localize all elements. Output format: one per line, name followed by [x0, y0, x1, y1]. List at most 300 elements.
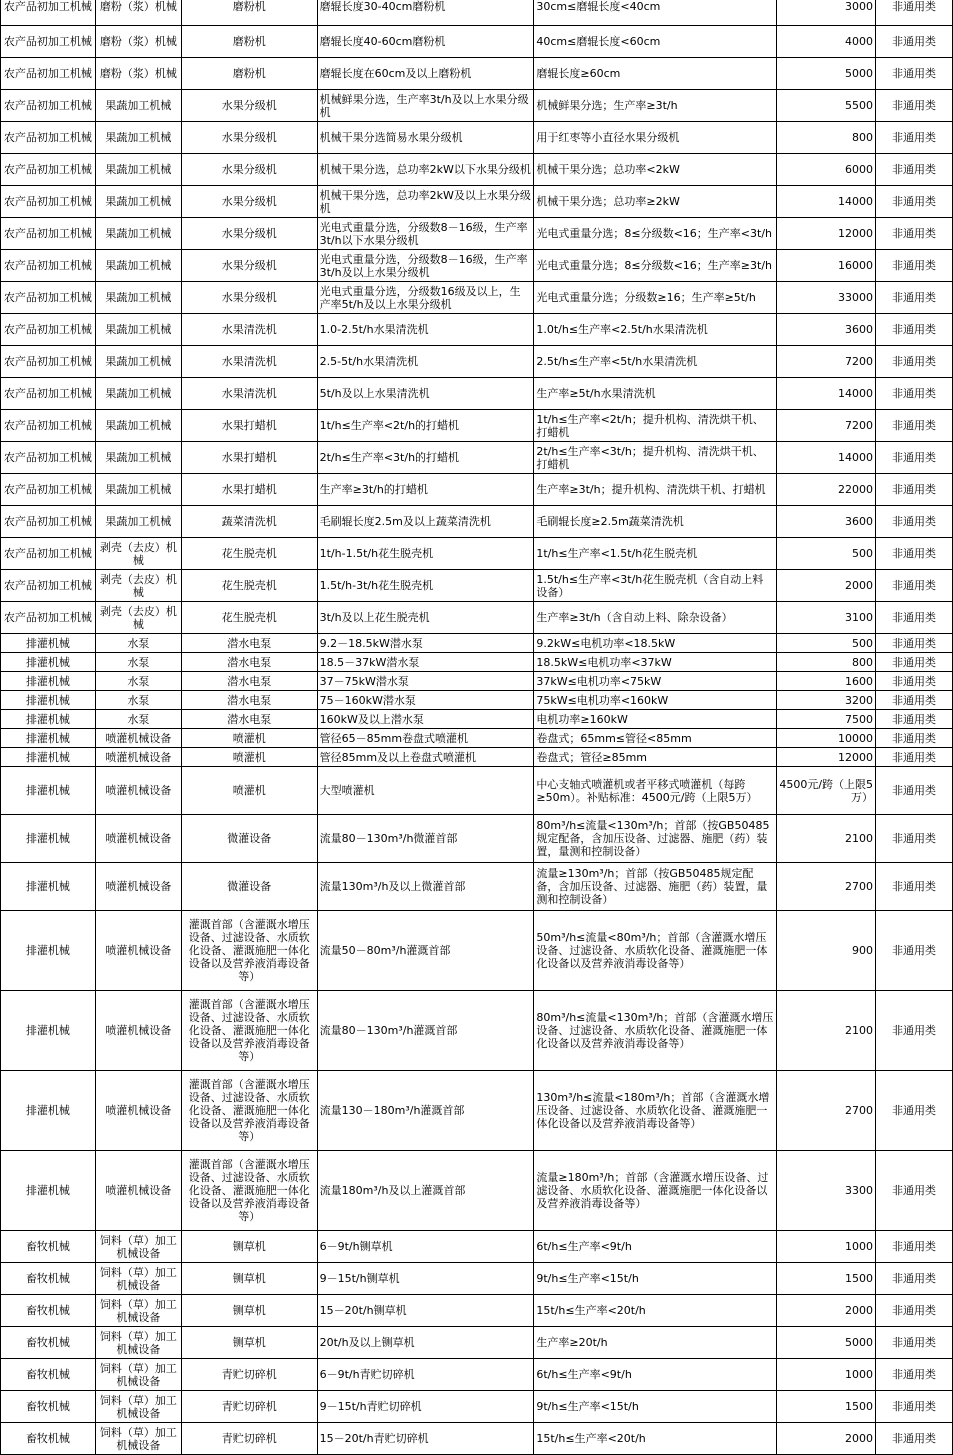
category-cell: 农产品初加工机械 [1, 314, 96, 346]
table-row [1, 911, 953, 991]
item-cell: 灌溉首部（含灌溉水增压设备、过滤设备、水质软化设备、灌溉施肥一体化设备以及营养液消毒设备等） [181, 911, 317, 991]
class-cell: 非通用类 [876, 710, 953, 729]
category-cell: 畜牧机械 [1, 1391, 96, 1423]
table-row [1, 282, 953, 314]
tier-name-cell: 机械干果分选简易水果分级机 [317, 122, 534, 154]
tier-name-cell: 管径65－85mm卷盘式喷灌机 [317, 729, 534, 748]
subcategory-cell: 果蔬加工机械 [95, 90, 181, 122]
spec-cell: 2.5t/h≤生产率<5t/h水果清洗机 [534, 346, 777, 378]
tier-name-cell: 流量180m³/h及以上灌溉首部 [317, 1151, 534, 1231]
table-row [1, 122, 953, 154]
spec-cell: 6t/h≤生产率<9t/h [534, 1359, 777, 1391]
item-cell: 铡草机 [181, 1327, 317, 1359]
subsidy-amount-cell: 14000 [777, 378, 876, 410]
spec-cell: 中心支轴式喷灌机或者平移式喷灌机（每跨≥50m）。补贴标准：4500元/跨（上限5万） [534, 767, 777, 815]
class-cell: 非通用类 [876, 122, 953, 154]
item-cell: 水果清洗机 [181, 346, 317, 378]
category-cell: 排灌机械 [1, 748, 96, 767]
subcategory-cell: 果蔬加工机械 [95, 282, 181, 314]
table-row [1, 0, 953, 26]
class-cell: 非通用类 [876, 570, 953, 602]
subcategory-cell: 果蔬加工机械 [95, 186, 181, 218]
item-cell: 花生脱壳机 [181, 570, 317, 602]
subsidy-amount-cell: 1000 [777, 1359, 876, 1391]
tier-name-cell: 9－15t/h铡草机 [317, 1263, 534, 1295]
spec-cell: 卷盘式；管径≥85mm [534, 748, 777, 767]
table-row [1, 506, 953, 538]
spec-cell: 用于红枣等小直径水果分级机 [534, 122, 777, 154]
category-cell: 排灌机械 [1, 863, 96, 911]
item-cell: 青贮切碎机 [181, 1359, 317, 1391]
spec-cell: 流量≥180m³/h；首部（含灌溉水增压设备、过滤设备、水质软化设备、灌溉施肥一体化设备以及营养液消毒设备等） [534, 1151, 777, 1231]
tier-name-cell: 流量80－130m³/h灌溉首部 [317, 991, 534, 1071]
table-row [1, 634, 953, 653]
item-cell: 喷灌机 [181, 767, 317, 815]
table-row [1, 767, 953, 815]
tier-name-cell: 1.0-2.5t/h水果清洗机 [317, 314, 534, 346]
class-cell: 非通用类 [876, 26, 953, 58]
spec-cell: 生产率≥20t/h [534, 1327, 777, 1359]
spec-cell: 6t/h≤生产率<9t/h [534, 1231, 777, 1263]
item-cell: 花生脱壳机 [181, 538, 317, 570]
subsidy-amount-cell: 10000 [777, 729, 876, 748]
table-row [1, 218, 953, 250]
spec-cell: 光电式重量分选；8≤分级数<16；生产率<3t/h [534, 218, 777, 250]
class-cell: 非通用类 [876, 58, 953, 90]
item-cell: 灌溉首部（含灌溉水增压设备、过滤设备、水质软化设备、灌溉施肥一体化设备以及营养液消毒设备等） [181, 991, 317, 1071]
subsidy-amount-cell: 14000 [777, 442, 876, 474]
spec-cell: 电机功率≥160kW [534, 710, 777, 729]
table-row [1, 410, 953, 442]
table-row [1, 729, 953, 748]
subsidy-amount-cell: 33000 [777, 282, 876, 314]
spec-cell: 130m³/h≤流量<180m³/h；首部（含灌溉水增压设备、过滤设备、水质软化设备、灌溉施肥一体化设备以及营养液消毒设备等） [534, 1071, 777, 1151]
item-cell: 水果打蜡机 [181, 474, 317, 506]
item-cell: 潜水电泵 [181, 710, 317, 729]
tier-name-cell: 机械干果分选，总功率2kW以下水果分级机 [317, 154, 534, 186]
tier-name-cell: 15－20t/h青贮切碎机 [317, 1423, 534, 1455]
category-cell: 畜牧机械 [1, 1263, 96, 1295]
tier-name-cell: 机械鲜果分选，生产率3t/h及以上水果分级机 [317, 90, 534, 122]
category-cell: 畜牧机械 [1, 1423, 96, 1455]
category-cell: 畜牧机械 [1, 1327, 96, 1359]
class-cell: 非通用类 [876, 346, 953, 378]
subcategory-cell: 剥壳（去皮）机械 [95, 602, 181, 634]
item-cell: 水果分级机 [181, 218, 317, 250]
category-cell: 排灌机械 [1, 653, 96, 672]
spec-cell: 机械鲜果分选；生产率≥3t/h [534, 90, 777, 122]
subsidy-amount-cell: 500 [777, 634, 876, 653]
category-cell: 排灌机械 [1, 691, 96, 710]
subcategory-cell: 水泵 [95, 691, 181, 710]
table-row [1, 1231, 953, 1263]
category-cell: 排灌机械 [1, 1151, 96, 1231]
spec-cell: 30cm≤磨辊长度<40cm [534, 0, 777, 26]
item-cell: 喷灌机 [181, 729, 317, 748]
class-cell: 非通用类 [876, 442, 953, 474]
category-cell: 排灌机械 [1, 1071, 96, 1151]
subcategory-cell: 喷灌机械设备 [95, 748, 181, 767]
category-cell: 农产品初加工机械 [1, 26, 96, 58]
table-row [1, 602, 953, 634]
table-row [1, 672, 953, 691]
class-cell: 非通用类 [876, 506, 953, 538]
tier-name-cell: 2.5-5t/h水果清洗机 [317, 346, 534, 378]
subcategory-cell: 喷灌机械设备 [95, 729, 181, 748]
class-cell: 非通用类 [876, 653, 953, 672]
subsidy-amount-cell: 7200 [777, 346, 876, 378]
category-cell: 农产品初加工机械 [1, 602, 96, 634]
subsidy-amount-cell: 500 [777, 538, 876, 570]
subcategory-cell: 喷灌机械设备 [95, 863, 181, 911]
subcategory-cell: 水泵 [95, 634, 181, 653]
class-cell: 非通用类 [876, 863, 953, 911]
category-cell: 农产品初加工机械 [1, 186, 96, 218]
class-cell: 非通用类 [876, 314, 953, 346]
item-cell: 潜水电泵 [181, 653, 317, 672]
subcategory-cell: 果蔬加工机械 [95, 122, 181, 154]
subcategory-cell: 饲料（草）加工机械设备 [95, 1295, 181, 1327]
class-cell: 非通用类 [876, 378, 953, 410]
tier-name-cell: 5t/h及以上水果清洗机 [317, 378, 534, 410]
item-cell: 灌溉首部（含灌溉水增压设备、过滤设备、水质软化设备、灌溉施肥一体化设备以及营养液消毒设备等） [181, 1151, 317, 1231]
class-cell: 非通用类 [876, 218, 953, 250]
subsidy-amount-cell: 2000 [777, 570, 876, 602]
subsidy-amount-cell: 3200 [777, 691, 876, 710]
subcategory-cell: 喷灌机械设备 [95, 815, 181, 863]
subsidy-amount-cell: 4500元/跨（上限5万） [777, 767, 876, 815]
class-cell: 非通用类 [876, 991, 953, 1071]
category-cell: 排灌机械 [1, 911, 96, 991]
class-cell: 非通用类 [876, 672, 953, 691]
table-row [1, 154, 953, 186]
item-cell: 水果打蜡机 [181, 410, 317, 442]
tier-name-cell: 生产率≥3t/h的打蜡机 [317, 474, 534, 506]
subcategory-cell: 饲料（草）加工机械设备 [95, 1327, 181, 1359]
tier-name-cell: 机械干果分选，总功率2kW及以上水果分级机 [317, 186, 534, 218]
category-cell: 农产品初加工机械 [1, 282, 96, 314]
tier-name-cell: 流量80－130m³/h微灌首部 [317, 815, 534, 863]
spec-cell: 40cm≤磨辊长度<60cm [534, 26, 777, 58]
subsidy-amount-cell: 16000 [777, 250, 876, 282]
subsidy-amount-cell: 12000 [777, 748, 876, 767]
table-row [1, 314, 953, 346]
item-cell: 微灌设备 [181, 863, 317, 911]
subsidy-amount-cell: 2100 [777, 815, 876, 863]
item-cell: 灌溉首部（含灌溉水增压设备、过滤设备、水质软化设备、灌溉施肥一体化设备以及营养液消毒设备等） [181, 1071, 317, 1151]
subsidy-amount-cell: 4000 [777, 26, 876, 58]
category-cell: 农产品初加工机械 [1, 442, 96, 474]
table-row [1, 1391, 953, 1423]
class-cell: 非通用类 [876, 90, 953, 122]
subcategory-cell: 饲料（草）加工机械设备 [95, 1423, 181, 1455]
spec-cell: 15t/h≤生产率<20t/h [534, 1423, 777, 1455]
tier-name-cell: 15－20t/h铡草机 [317, 1295, 534, 1327]
class-cell: 非通用类 [876, 1151, 953, 1231]
class-cell: 非通用类 [876, 634, 953, 653]
category-cell: 农产品初加工机械 [1, 506, 96, 538]
subcategory-cell: 饲料（草）加工机械设备 [95, 1359, 181, 1391]
item-cell: 水果打蜡机 [181, 442, 317, 474]
spec-cell: 9.2kW≤电机功率<18.5kW [534, 634, 777, 653]
table-row [1, 58, 953, 90]
item-cell: 水果分级机 [181, 250, 317, 282]
item-cell: 微灌设备 [181, 815, 317, 863]
tier-name-cell: 磨辊长度40-60cm磨粉机 [317, 26, 534, 58]
spec-cell: 生产率≥5t/h水果清洗机 [534, 378, 777, 410]
item-cell: 水果分级机 [181, 154, 317, 186]
tier-name-cell: 9－15t/h青贮切碎机 [317, 1391, 534, 1423]
subsidy-amount-cell: 800 [777, 122, 876, 154]
spec-cell: 1t/h≤生产率<1.5t/h花生脱壳机 [534, 538, 777, 570]
tier-name-cell: 1.5t/h-3t/h花生脱壳机 [317, 570, 534, 602]
subcategory-cell: 水泵 [95, 672, 181, 691]
category-cell: 农产品初加工机械 [1, 346, 96, 378]
category-cell: 农产品初加工机械 [1, 122, 96, 154]
subsidy-amount-cell: 2700 [777, 863, 876, 911]
category-cell: 农产品初加工机械 [1, 538, 96, 570]
item-cell: 潜水电泵 [181, 634, 317, 653]
subsidy-amount-cell: 7200 [777, 410, 876, 442]
table-row [1, 346, 953, 378]
subsidy-amount-cell: 5000 [777, 1327, 876, 1359]
category-cell: 农产品初加工机械 [1, 58, 96, 90]
category-cell: 排灌机械 [1, 815, 96, 863]
tier-name-cell: 磨辊长度30-40cm磨粉机 [317, 0, 534, 26]
table-row [1, 378, 953, 410]
spec-cell: 75kW≤电机功率<160kW [534, 691, 777, 710]
subsidy-amount-cell: 22000 [777, 474, 876, 506]
category-cell: 农产品初加工机械 [1, 378, 96, 410]
table-row [1, 1359, 953, 1391]
item-cell: 水果分级机 [181, 90, 317, 122]
item-cell: 水果分级机 [181, 282, 317, 314]
subcategory-cell: 果蔬加工机械 [95, 218, 181, 250]
class-cell: 非通用类 [876, 250, 953, 282]
class-cell: 非通用类 [876, 474, 953, 506]
category-cell: 排灌机械 [1, 634, 96, 653]
tier-name-cell: 37－75kW潜水泵 [317, 672, 534, 691]
subsidy-amount-cell: 5500 [777, 90, 876, 122]
subcategory-cell: 果蔬加工机械 [95, 314, 181, 346]
subcategory-cell: 果蔬加工机械 [95, 410, 181, 442]
table-row [1, 1423, 953, 1455]
item-cell: 铡草机 [181, 1295, 317, 1327]
subcategory-cell: 果蔬加工机械 [95, 442, 181, 474]
class-cell: 非通用类 [876, 282, 953, 314]
class-cell: 非通用类 [876, 1263, 953, 1295]
subsidy-amount-cell: 3300 [777, 1151, 876, 1231]
category-cell: 畜牧机械 [1, 1231, 96, 1263]
category-cell: 农产品初加工机械 [1, 570, 96, 602]
item-cell: 磨粉机 [181, 26, 317, 58]
category-cell: 农产品初加工机械 [1, 474, 96, 506]
subcategory-cell: 饲料（草）加工机械设备 [95, 1231, 181, 1263]
tier-name-cell: 9.2－18.5kW潜水泵 [317, 634, 534, 653]
subsidy-amount-cell: 3600 [777, 314, 876, 346]
category-cell: 畜牧机械 [1, 1295, 96, 1327]
table-row [1, 250, 953, 282]
tier-name-cell: 160kW及以上潜水泵 [317, 710, 534, 729]
item-cell: 铡草机 [181, 1231, 317, 1263]
table-row [1, 186, 953, 218]
class-cell: 非通用类 [876, 602, 953, 634]
item-cell: 蔬菜清洗机 [181, 506, 317, 538]
table-row [1, 691, 953, 710]
table-row [1, 1295, 953, 1327]
table-row [1, 748, 953, 767]
item-cell: 花生脱壳机 [181, 602, 317, 634]
category-cell: 排灌机械 [1, 672, 96, 691]
subcategory-cell: 果蔬加工机械 [95, 474, 181, 506]
class-cell: 非通用类 [876, 1327, 953, 1359]
tier-name-cell: 2t/h≤生产率<3t/h的打蜡机 [317, 442, 534, 474]
subsidy-amount-cell: 2700 [777, 1071, 876, 1151]
tier-name-cell: 6－9t/h青贮切碎机 [317, 1359, 534, 1391]
category-cell: 农产品初加工机械 [1, 154, 96, 186]
class-cell: 非通用类 [876, 410, 953, 442]
subcategory-cell: 果蔬加工机械 [95, 506, 181, 538]
tier-name-cell: 流量130m³/h及以上微灌首部 [317, 863, 534, 911]
table-row [1, 653, 953, 672]
subsidy-amount-cell: 3000 [777, 0, 876, 26]
category-cell: 排灌机械 [1, 767, 96, 815]
class-cell: 非通用类 [876, 186, 953, 218]
category-cell: 排灌机械 [1, 710, 96, 729]
class-cell: 非通用类 [876, 911, 953, 991]
class-cell: 非通用类 [876, 538, 953, 570]
subcategory-cell: 水泵 [95, 710, 181, 729]
tier-name-cell: 18.5－37kW潜水泵 [317, 653, 534, 672]
spec-cell: 37kW≤电机功率<75kW [534, 672, 777, 691]
spec-cell: 9t/h≤生产率<15t/h [534, 1391, 777, 1423]
item-cell: 磨粉机 [181, 0, 317, 26]
item-cell: 潜水电泵 [181, 691, 317, 710]
tier-name-cell: 毛刷辊长度2.5m及以上蔬菜清洗机 [317, 506, 534, 538]
subsidy-amount-cell: 1600 [777, 672, 876, 691]
item-cell: 磨粉机 [181, 58, 317, 90]
subcategory-cell: 饲料（草）加工机械设备 [95, 1391, 181, 1423]
spec-cell: 光电式重量分选；分级数≥16；生产率≥5t/h [534, 282, 777, 314]
item-cell: 水果分级机 [181, 186, 317, 218]
table-row [1, 1263, 953, 1295]
table-row [1, 1071, 953, 1151]
spec-cell: 光电式重量分选；8≤分级数<16；生产率≥3t/h [534, 250, 777, 282]
table-row [1, 442, 953, 474]
table-row [1, 710, 953, 729]
tier-name-cell: 75－160kW潜水泵 [317, 691, 534, 710]
category-cell: 排灌机械 [1, 729, 96, 748]
category-cell: 农产品初加工机械 [1, 218, 96, 250]
tier-name-cell: 管径85mm及以上卷盘式喷灌机 [317, 748, 534, 767]
item-cell: 喷灌机 [181, 748, 317, 767]
subsidy-amount-cell: 5000 [777, 58, 876, 90]
class-cell: 非通用类 [876, 1295, 953, 1327]
subcategory-cell: 水泵 [95, 653, 181, 672]
subcategory-cell: 磨粉（浆）机械 [95, 58, 181, 90]
class-cell: 非通用类 [876, 691, 953, 710]
item-cell: 青贮切碎机 [181, 1423, 317, 1455]
class-cell: 非通用类 [876, 0, 953, 26]
spec-cell: 机械干果分选；总功率≥2kW [534, 186, 777, 218]
spec-cell: 1.0t/h≤生产率<2.5t/h水果清洗机 [534, 314, 777, 346]
class-cell: 非通用类 [876, 1391, 953, 1423]
category-cell: 畜牧机械 [1, 1359, 96, 1391]
subcategory-cell: 剥壳（去皮）机械 [95, 538, 181, 570]
table-row [1, 474, 953, 506]
spec-cell: 机械干果分选；总功率<2kW [534, 154, 777, 186]
tier-name-cell: 流量130－180m³/h灌溉首部 [317, 1071, 534, 1151]
table-row [1, 815, 953, 863]
subsidy-amount-cell: 2100 [777, 991, 876, 1071]
item-cell: 青贮切碎机 [181, 1391, 317, 1423]
tier-name-cell: 磨辊长度在60cm及以上磨粉机 [317, 58, 534, 90]
tier-name-cell: 6－9t/h铡草机 [317, 1231, 534, 1263]
subsidy-amount-cell: 12000 [777, 218, 876, 250]
subsidy-amount-cell: 3600 [777, 506, 876, 538]
subsidy-amount-cell: 900 [777, 911, 876, 991]
category-cell: 农产品初加工机械 [1, 410, 96, 442]
tier-name-cell: 光电式重量分选，分级数8－16级，生产率3t/h及以上水果分级机 [317, 250, 534, 282]
tier-name-cell: 流量50－80m³/h灌溉首部 [317, 911, 534, 991]
spec-cell: 1t/h≤生产率<2t/h；提升机构、清洗烘干机、打蜡机 [534, 410, 777, 442]
subcategory-cell: 果蔬加工机械 [95, 378, 181, 410]
class-cell: 非通用类 [876, 154, 953, 186]
spec-cell: 1.5t/h≤生产率<3t/h花生脱壳机（含自动上料设备） [534, 570, 777, 602]
table-row [1, 90, 953, 122]
subsidy-amount-cell: 1500 [777, 1391, 876, 1423]
subcategory-cell: 喷灌机械设备 [95, 1071, 181, 1151]
table-row [1, 991, 953, 1071]
table-body [1, 0, 953, 1455]
spec-cell: 2t/h≤生产率<3t/h；提升机构、清洗烘干机、打蜡机 [534, 442, 777, 474]
spec-cell: 18.5kW≤电机功率<37kW [534, 653, 777, 672]
subcategory-cell: 果蔬加工机械 [95, 250, 181, 282]
spec-cell: 生产率≥3t/h（含自动上料、除杂设备） [534, 602, 777, 634]
subcategory-cell: 喷灌机械设备 [95, 991, 181, 1071]
spec-cell: 15t/h≤生产率<20t/h [534, 1295, 777, 1327]
subsidy-amount-cell: 7500 [777, 710, 876, 729]
subcategory-cell: 磨粉（浆）机械 [95, 26, 181, 58]
subsidy-amount-cell: 1500 [777, 1263, 876, 1295]
class-cell: 非通用类 [876, 748, 953, 767]
item-cell: 水果清洗机 [181, 314, 317, 346]
spec-cell: 毛刷辊长度≥2.5m蔬菜清洗机 [534, 506, 777, 538]
spec-cell: 生产率≥3t/h；提升机构、清洗烘干机、打蜡机 [534, 474, 777, 506]
class-cell: 非通用类 [876, 1071, 953, 1151]
class-cell: 非通用类 [876, 815, 953, 863]
subsidy-amount-cell: 14000 [777, 186, 876, 218]
item-cell: 水果分级机 [181, 122, 317, 154]
spec-cell: 9t/h≤生产率<15t/h [534, 1263, 777, 1295]
subcategory-cell: 剥壳（去皮）机械 [95, 570, 181, 602]
subcategory-cell: 喷灌机械设备 [95, 911, 181, 991]
subsidy-amount-cell: 3100 [777, 602, 876, 634]
subsidy-amount-cell: 800 [777, 653, 876, 672]
table-row [1, 863, 953, 911]
item-cell: 水果清洗机 [181, 378, 317, 410]
table-row [1, 1327, 953, 1359]
category-cell: 农产品初加工机械 [1, 0, 96, 26]
spec-cell: 80m³/h≤流量<130m³/h；首部（按GB50485规定配备，含加压设备、过滤器、施肥（药）装置，量测和控制设备） [534, 815, 777, 863]
subsidy-amount-cell: 2000 [777, 1423, 876, 1455]
subsidy-amount-cell: 2000 [777, 1295, 876, 1327]
tier-name-cell: 20t/h及以上铡草机 [317, 1327, 534, 1359]
item-cell: 铡草机 [181, 1263, 317, 1295]
table-row [1, 26, 953, 58]
spec-cell: 流量≥130m³/h；首部（按GB50485规定配备，含加压设备、过滤器、施肥（药）装置，量测和控制设备） [534, 863, 777, 911]
subcategory-cell: 饲料（草）加工机械设备 [95, 1263, 181, 1295]
